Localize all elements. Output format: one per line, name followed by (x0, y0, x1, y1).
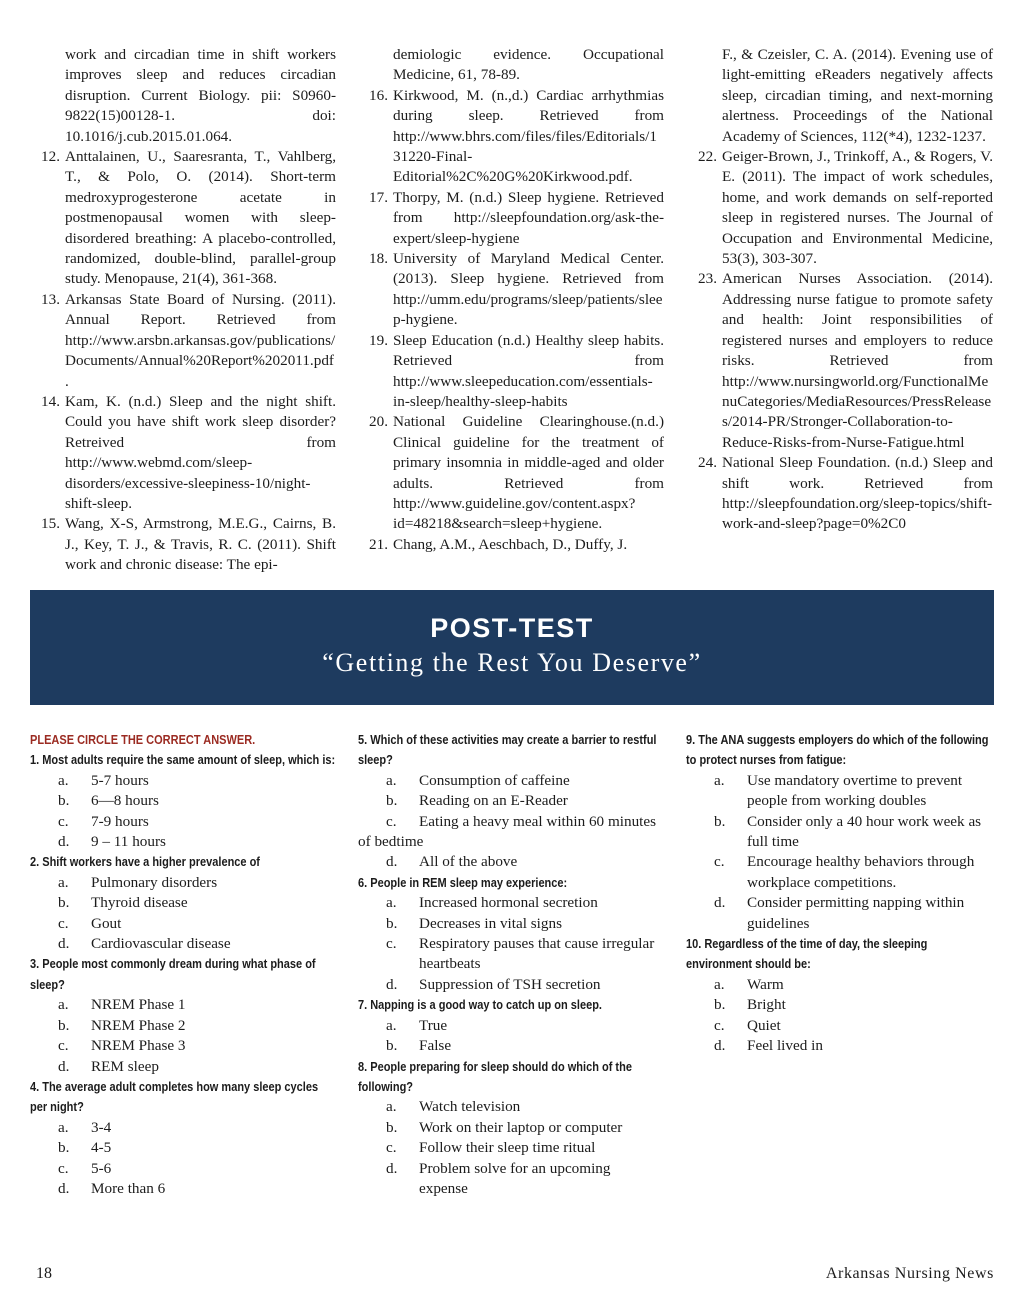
answer-option[interactable]: b. False (386, 1037, 452, 1055)
references-column-3 (687, 45, 993, 535)
reference-item (358, 249, 664, 331)
question-text: 9. The ANA suggests employers do which of the following to protect nurses from fatigue: (686, 732, 989, 768)
answer-option[interactable]: b. Bright (714, 996, 786, 1014)
reference-item (30, 514, 336, 575)
question-8 (358, 1057, 658, 1200)
references-section (30, 45, 994, 574)
reference-item (687, 453, 993, 535)
question-6 (358, 873, 658, 995)
reference-text: American Nurses Association. (2014). Addressing nurse fatigue to promote safety and health: Joint responsibilities of registered nurses and employers to reduce risks. Retrieved from http://www.nursingworld.org/FunctionalMenuCategories/MediaResources/PressReleases/2014-PR/Stronger-Collaboration-to-Reduce-Risks-from-Nurse-Fatigue.html (722, 270, 993, 451)
reference-item (687, 45, 993, 147)
reference-text: Anttalainen, U., Saaresranta, T., Vahlberg, T., & Polo, O. (2014). Short-term medroxyprogesterone acetate in postmenopausal women with sleep-disordered breathing: A placebo-controlled, randomized, double-blind, parallel-group study. Menopause, 21(4), 361-368. (65, 148, 336, 288)
answer-option[interactable]: a. Watch television (386, 1098, 521, 1116)
answer-option[interactable]: a. Pulmonary disorders (58, 873, 218, 891)
reference-text: National Guideline Clearinghouse.(n.d.) Clinical guideline for the treatment of primary insomnia in middle-aged and older adults. Retrieved from http://www.guideline.gov/content.aspx?id=48218&search=sleep+hygiene. (393, 413, 664, 533)
question-4 (30, 1077, 336, 1199)
question-text: 4. The average adult completes how many sleep cycles per night? (30, 1078, 319, 1115)
answer-option[interactable]: a. Use mandatory overtime to prevent people from working doubles (714, 771, 963, 810)
answer-option[interactable]: d. Feel lived in (714, 1037, 823, 1055)
reference-text: Chang, A.M., Aeschbach, D., Duffy, J. (393, 535, 628, 553)
reference-text: Kirkwood, M. (n.,d.) Cardiac arrhythmias during sleep. Retrieved from http://www.bhrs.com/files/files/Editorials/131220-Final-Editorial%2C%20G%20Kirkwood.pdf. (393, 86, 664, 186)
reference-text: Thorpy, M. (n.d.) Sleep hygiene. Retrieved from http://sleepfoundation.org/ask-the-expert/sleep-hygiene (393, 188, 664, 247)
reference-number: 17. (369, 188, 388, 206)
reference-item (358, 331, 664, 413)
reference-text: Wang, X-S, Armstrong, M.E.G., Cairns, B. J., Key, T. J., & Travis, R. C. (2011). Shift work and chronic disease: The epi- (65, 515, 336, 574)
answer-option[interactable]: d. Cardiovascular disease (58, 935, 231, 953)
references-column-1 (30, 45, 336, 576)
reference-item (358, 45, 664, 86)
answer-option[interactable]: d. Consider permitting napping within guidelines (714, 894, 965, 932)
page-number: 18 (36, 1265, 52, 1282)
answer-option[interactable]: c. Quiet (714, 1016, 781, 1034)
reference-text: National Sleep Foundation. (n.d.) Sleep and shift work. Retrieved from http://sleepfoundation.org/sleep-topics/shift-work-and-sleep?page=0%2C0 (722, 454, 993, 533)
answer-option[interactable]: c. Encourage healthy behaviors through workplace competitions. (714, 853, 975, 891)
reference-item (30, 45, 336, 147)
reference-item (358, 188, 664, 249)
answer-option[interactable]: c. Respiratory pauses that cause irregular heartbeats (386, 935, 655, 973)
answer-option[interactable]: c. NREM Phase 3 (58, 1037, 186, 1055)
answer-option[interactable]: b. Consider only a 40 hour work week as full time (714, 812, 982, 851)
reference-number: 12. (41, 148, 60, 166)
question-10 (686, 934, 992, 1056)
answer-option[interactable]: a. Warm (714, 975, 784, 993)
answer-option[interactable]: d. All of the above (386, 853, 518, 871)
reference-item (687, 147, 993, 269)
reference-number: 19. (369, 331, 388, 349)
reference-number: 18. (369, 250, 388, 268)
answer-option[interactable]: a. 5-7 hours (58, 771, 149, 789)
answer-option[interactable]: c. 5-6 (58, 1159, 112, 1177)
answer-option[interactable]: d. Suppression of TSH secretion (386, 975, 601, 993)
answer-option[interactable]: c. Follow their sleep time ritual (386, 1139, 596, 1157)
question-1 (30, 750, 336, 852)
answer-option[interactable]: b. NREM Phase 2 (58, 1016, 186, 1034)
reference-text: Geiger-Brown, J., Trinkoff, A., & Rogers, V. E. (2011). The impact of work schedules, home, and work demands on self-reported sleep in registered nurses. The Journal of Occupation and Environmental Medicine, 53(3), 303-307. (722, 148, 993, 268)
reference-number: 14. (41, 392, 60, 410)
reference-text: Sleep Education (n.d.) Healthy sleep habits. Retrieved from http://www.sleepeducation.com/essentials-in-sleep/healthy-sleep-habits (393, 331, 664, 410)
reference-text: University of Maryland Medical Center. (2013). Sleep hygiene. Retrieved from http://umm.edu/programs/sleep/patients/sleep-hygiene. (393, 250, 664, 329)
question-text: 3. People most commonly dream during what phase of sleep? (30, 956, 316, 992)
answer-option[interactable]: a. Consumption of caffeine (386, 771, 570, 789)
quiz-instruction: PLEASE CIRCLE THE CORRECT ANSWER. (30, 732, 256, 747)
reference-number: 22. (698, 148, 717, 166)
question-text: 8. People preparing for sleep should do which of the following? (358, 1058, 632, 1094)
question-2 (30, 852, 336, 954)
publication-name: Arkansas Nursing News (825, 1265, 994, 1282)
reference-item (358, 535, 664, 555)
question-text: 2. Shift workers have a higher prevalence of (30, 854, 260, 870)
banner-title: POST-TEST (430, 613, 594, 643)
reference-item (358, 412, 664, 534)
answer-option[interactable]: c. 7-9 hours (58, 812, 149, 830)
answer-option[interactable]: d. More than 6 (58, 1179, 166, 1197)
answer-option[interactable]: a. Increased hormonal secretion (386, 894, 598, 912)
question-text: 6. People in REM sleep may experience: (358, 874, 568, 890)
question-9 (686, 730, 992, 934)
reference-text: F., & Czeisler, C. A. (2014). Evening use of light-emitting eReaders negatively affects sleep, circadian timing, and next-morning alertness. Proceedings of the National Academy of Sciences, 112(*4), 1232-1237. (722, 46, 993, 145)
answer-option[interactable]: b. 6—8 hours (58, 792, 159, 810)
answer-option[interactable]: b. Decreases in vital signs (386, 914, 562, 932)
answer-option[interactable]: c. Gout (58, 914, 122, 932)
reference-number: 23. (698, 270, 717, 288)
banner-subtitle: “Getting the Rest You Deserve” (322, 648, 702, 677)
quiz-column-1 (30, 730, 336, 1199)
question-text: 10. Regardless of the time of day, the sleeping environment should be: (686, 936, 928, 972)
answer-option[interactable]: a. True (386, 1016, 448, 1034)
answer-option[interactable]: d. REM sleep (58, 1057, 159, 1075)
answer-option[interactable]: a. 3-4 (58, 1118, 112, 1136)
reference-text: demiologic evidence. Occupational Medicine, 61, 78-89. (393, 46, 664, 84)
reference-item (687, 269, 993, 453)
reference-number: 16. (369, 86, 388, 104)
answer-option[interactable]: c. Eating a heavy meal within 60 minutes of bedtime (358, 812, 657, 851)
question-7 (358, 995, 658, 1056)
question-3 (30, 954, 336, 1076)
reference-text: Arkansas State Board of Nursing. (2011). Annual Report. Retrieved from http://www.arsbn.arkansas.gov/publications/Documents/Annual%20Report%202011.pdf. (65, 290, 336, 390)
reference-text: Kam, K. (n.d.) Sleep and the night shift. Could you have shift work sleep disorder? Retreived from http://www.webmd.com/sleep-disorders/excessive-sleepiness-10/night-shift-sleep. (65, 392, 336, 512)
question-text: 7. Napping is a good way to catch up on sleep. (358, 997, 602, 1013)
question-5 (358, 730, 658, 873)
reference-number: 24. (698, 454, 717, 472)
reference-item (358, 86, 664, 188)
answer-option[interactable]: b. Reading on an E-Reader (386, 792, 568, 810)
question-text: 5. Which of these activities may create a barrier to restful sleep? (358, 732, 657, 768)
question-text: 1. Most adults require the same amount of sleep, which is: (30, 752, 336, 768)
answer-option[interactable]: d. Problem solve for an upcoming expense (386, 1159, 611, 1197)
reference-number: 20. (369, 413, 388, 431)
post-test-banner (30, 590, 994, 705)
reference-item (30, 392, 336, 514)
reference-item (30, 290, 336, 392)
reference-number: 13. (41, 290, 60, 308)
answer-option[interactable]: a. NREM Phase 1 (58, 996, 186, 1014)
reference-number: 21. (369, 535, 388, 553)
answer-option[interactable]: b. Thyroid disease (58, 894, 188, 912)
reference-text: work and circadian time in shift workers improves sleep and reduces circadian disruption. Current Biology. pii: S0960-9822(15)00128-1. doi: 10.1016/j.cub.2015.01.064. (65, 46, 336, 145)
reference-number: 15. (41, 515, 60, 533)
quiz-column-2 (358, 730, 658, 1199)
references-column-2 (358, 45, 664, 555)
answer-option[interactable]: b. 4-5 (58, 1139, 112, 1157)
answer-option[interactable]: b. Work on their laptop or computer (386, 1118, 623, 1136)
quiz-column-3 (686, 730, 992, 1057)
answer-option[interactable]: d. 9 – 11 hours (58, 833, 166, 851)
reference-item (30, 147, 336, 290)
